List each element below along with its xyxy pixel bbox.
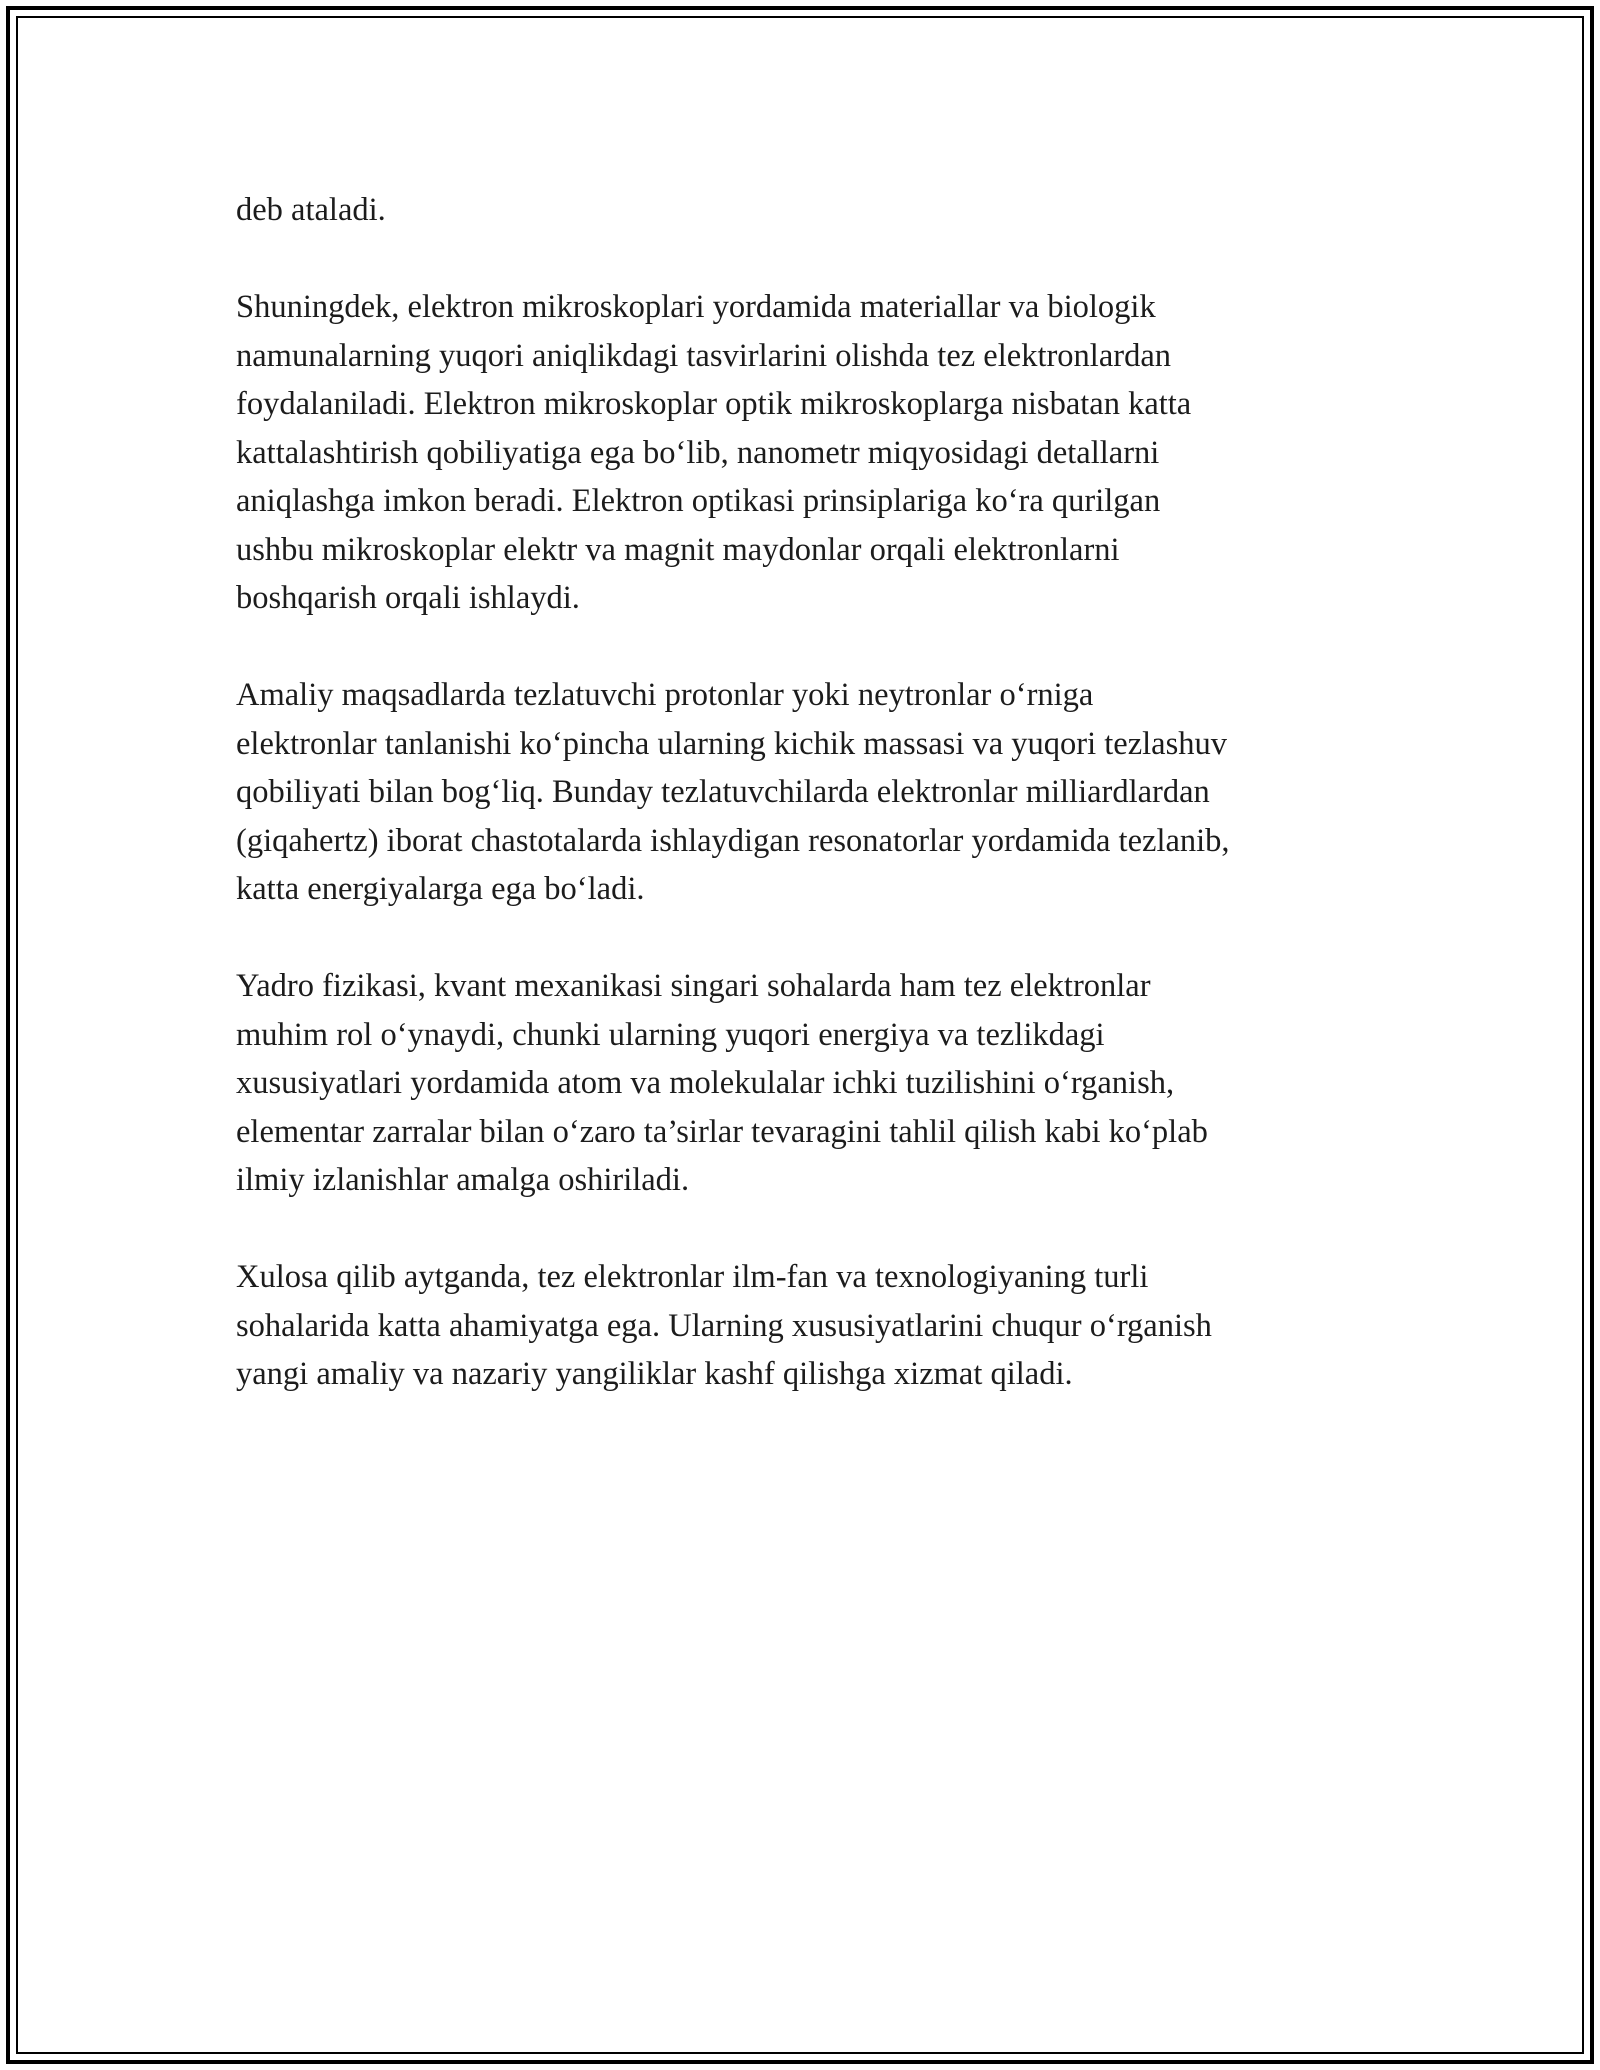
- paragraph-electron-microscopes: [236, 283, 1386, 623]
- paragraph-nuclear-physics: [236, 962, 1386, 1205]
- paragraph-conclusion: [236, 1253, 1386, 1399]
- text-line: ilmiy izlanishlar amalga oshiriladi.: [236, 1162, 690, 1198]
- text-line: sohalarida katta ahamiyatga ega. Ularning xususiyatlarini chuqur o‘rganish: [236, 1307, 1212, 1344]
- text-line: xususiyatlari yordamida atom va molekulalar ichki tuzilishini o‘rganish,: [236, 1065, 1175, 1101]
- text-line: yangi amaliy va nazariy yangiliklar kashf qilishga xizmat qiladi.: [236, 1356, 1073, 1392]
- text-line: ushbu mikroskoplar elektr va magnit maydonlar orqali elektronlarni: [236, 531, 1120, 568]
- text-line: (giqahertz) iborat chastotalarda ishlaydigan resonatorlar yordamida tezlanib,: [236, 822, 1230, 859]
- text-line: elementar zarralar bilan o‘zaro ta’sirlar tevaragini tahlil qilish kabi ko‘plab: [236, 1113, 1208, 1150]
- text-line: deb ataladi.: [236, 192, 386, 228]
- text-line: namunalarning yuqori aniqlikdagi tasvirlarini olishda tez elektronlardan: [236, 337, 1171, 374]
- text-line: Amaliy maqsadlarda tezlatuvchi protonlar yoki neytronlar o‘rniga: [236, 677, 1094, 713]
- text-line: katta energiyalarga ega bo‘ladi.: [236, 871, 645, 907]
- paragraph-continuation: [236, 186, 1386, 235]
- text-line: aniqlashga imkon beradi. Elektron optikasi prinsiplariga ko‘ra qurilgan: [236, 483, 1161, 519]
- document-body: [236, 186, 1386, 1447]
- paragraph-practical-purposes: [236, 671, 1386, 914]
- text-line: elektronlar tanlanishi ko‘pincha ularning kichik massasi va yuqori tezlashuv: [236, 725, 1227, 762]
- text-line: Shuningdek, elektron mikroskoplari yordamida materiallar va biologik: [236, 289, 1156, 325]
- text-line: kattalashtirish qobiliyatiga ega bo‘lib, nanometr miqyosidagi detallarni: [236, 434, 1160, 471]
- text-line: Xulosa qilib aytganda, tez elektronlar ilm-fan va texnologiyaning turli: [236, 1259, 1149, 1295]
- text-line: Yadro fizikasi, kvant mexanikasi singari sohalarda ham tez elektronlar: [236, 968, 1151, 1004]
- text-line: muhim rol o‘ynaydi, chunki ularning yuqori energiya va tezlikdagi: [236, 1016, 1105, 1053]
- text-line: qobiliyati bilan bog‘liq. Bunday tezlatuvchilarda elektronlar milliardlardan: [236, 774, 1210, 810]
- text-line: boshqarish orqali ishlaydi.: [236, 580, 580, 616]
- text-line: foydalaniladi. Elektron mikroskoplar optik mikroskoplarga nisbatan katta: [236, 386, 1192, 422]
